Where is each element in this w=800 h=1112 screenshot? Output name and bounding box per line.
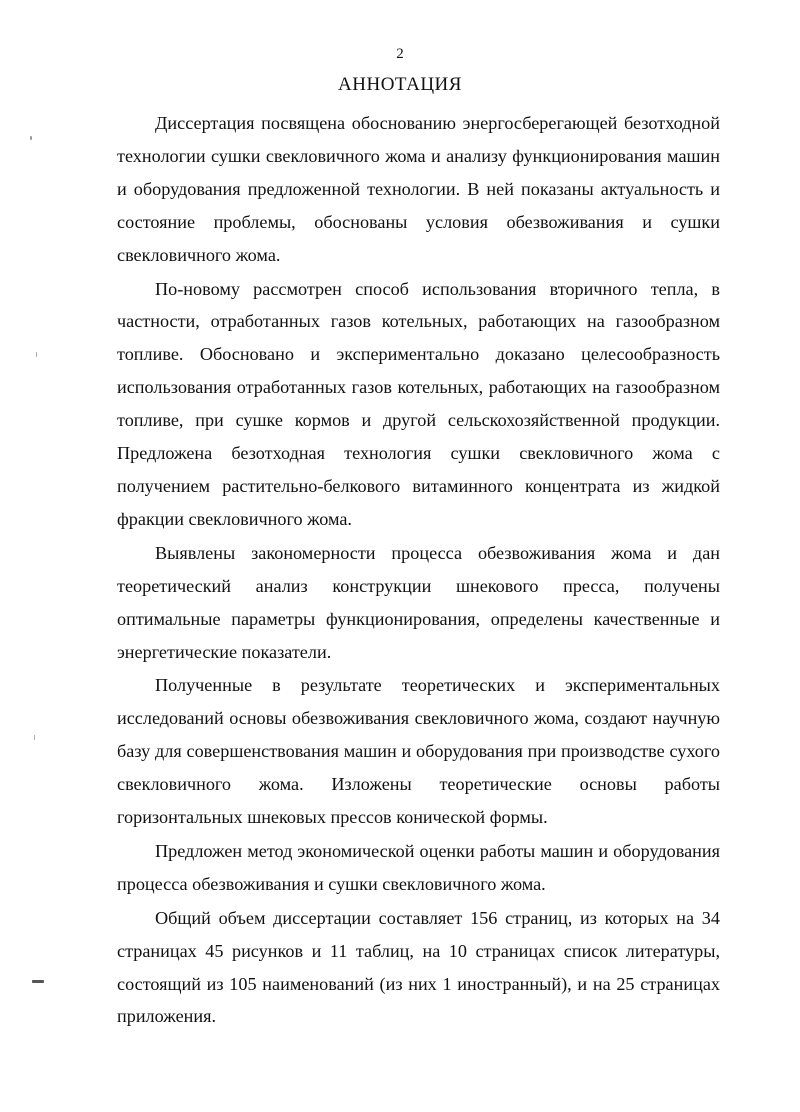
paragraph-2: По-новому рассмотрен способ использования вторичного тепла, в частности, отработанных газов котельных, работающих на газообразном топливе. Обосновано и экспериментально доказано целесообразность использования отработанных газов котельных, работающих на газообразном топливе, при сушке кормов и другой сельскохозяйственной продукции. Предложена безотходная технология сушки свекловичного жома с получением растительно-белкового витаминного концентрата из жидкой фракции свекловичного жома.	[117, 278, 720, 529]
paragraph-4: Полученные в результате теоретических и экспериментальных исследований основы обезвоживания свекловичного жома, создают научную базу для совершенствования машин и оборудования при производстве сухого свекловичного жома. Изложены теоретические основы работы горизонтальных шнековых прессов конической формы.	[117, 675, 720, 828]
annotation-body	[117, 107, 720, 1034]
paragraph-5: Предложен метод экономической оценки работы машин и оборудования процесса обезвоживания и сушки свекловичного жома.	[117, 840, 720, 894]
scan-dot	[30, 136, 32, 140]
page-number: 2	[396, 46, 404, 62]
scan-mark	[32, 980, 44, 983]
paragraph-1: Диссертация посвящена обоснованию энергосберегающей безотходной технологии сушки свекловичного жома и анализу функционирования машин и оборудования предложенной технологии. В ней показаны актуальность и состояние проблемы, обоснованы условия обезвоживания и сушки свекловичного жома.	[117, 113, 720, 265]
page-title: АННОТАЦИЯ	[338, 74, 462, 95]
scan-dot	[36, 352, 37, 357]
scan-dot	[34, 735, 35, 740]
paragraph-3: Выявлены закономерности процесса обезвоживания жома и дан теоретический анализ конструкции шнекового пресса, получены оптимальные параметры функционирования, определены качественные и энергетические показатели.	[117, 542, 720, 662]
paragraph-6: Общий объем диссертации составляет 156 страниц, из которых на 34 страницах 45 рисунков и 11 таблиц, на 10 страницах список литературы, состоящий из 105 наименований (из них 1 иностранный), и на 25 страницах приложения.	[117, 907, 720, 1027]
